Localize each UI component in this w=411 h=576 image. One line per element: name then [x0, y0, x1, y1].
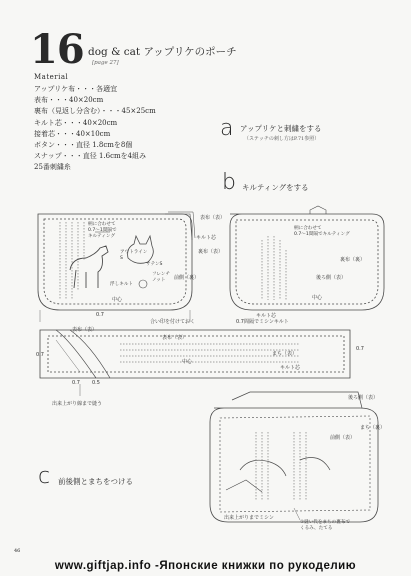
diagram-c-front: 前側（表）: [330, 435, 356, 441]
materials-heading: Material: [34, 73, 69, 81]
diagram-b-center: 中心: [312, 295, 323, 301]
step-c-text: 前後側とまちをつける: [58, 477, 133, 486]
strip-margin-left: 0.7: [36, 352, 44, 358]
strip-margin-right: 0.7: [356, 346, 364, 352]
material-item: ボタン・・・直径 1.8cmを8個: [34, 141, 133, 150]
diagram-c-stitch: 出来上がりまでミシン: [224, 515, 274, 521]
diagram-a-quilt: キルト芯: [196, 235, 216, 241]
strip-note-quilting: 0.7間隔でミシンキルト: [236, 319, 289, 325]
diagram-a-wrong: 前側（裏）: [174, 275, 200, 281]
diagram-b-back-a: 裏布（裏）: [340, 257, 366, 263]
strip-note-align: 合い印を付けておく: [150, 319, 196, 325]
diagram-c-back: 後ろ側（表）: [348, 395, 379, 401]
step-a-text: アップリケと刺繍をする: [240, 124, 322, 133]
page-reference: [page 27]: [92, 60, 119, 66]
material-item: スナップ・・・直径 1.6cmを4組み: [34, 152, 147, 161]
assembled-pouch-drawing: [210, 392, 378, 522]
material-item: 表布・・・40×20cm: [34, 96, 104, 105]
material-item: キルト芯・・・40×20cm: [34, 118, 118, 127]
diagram-a-satin: サテンS: [146, 262, 163, 267]
step-b-text: キルティングをする: [242, 183, 309, 192]
strip-front: 表布（表）: [162, 335, 188, 341]
watermark-footer: www.giftjap.info -Японские книжки по рукоделию: [54, 560, 357, 572]
material-item: アップリケ布・・・各適宜: [34, 85, 118, 93]
diagram-a-margin: 0.7: [96, 312, 104, 318]
diagram-a-front: 表布（表）: [200, 215, 226, 221]
diagram-a-center: 中心: [112, 297, 123, 303]
strip-size: 0.5: [92, 380, 100, 386]
step-c-letter: c: [38, 464, 51, 489]
diagram-b-back-b: 後ろ側（表）: [316, 275, 347, 281]
material-item: 接着芯・・・40×10cm: [34, 129, 111, 138]
pattern-title: dog & cat アップリケのポーチ: [88, 46, 237, 58]
diagram-a-callout: 柄に合わせて 0.7〜1間隔で キルティング: [88, 222, 117, 239]
step-a-note: （ステッチの刺し方はP.71参照）: [244, 136, 320, 142]
diagram-c-mid: まち（裏）: [360, 425, 386, 431]
step-a-letter: a: [220, 116, 234, 141]
strip-quilt: キルト芯: [280, 365, 300, 371]
strip-left-front: 表布（表）: [72, 327, 98, 333]
pattern-number: 16: [30, 26, 84, 73]
diagram-c-fold: ①縫い代をまちの裏布で くるみ、たてる: [300, 520, 351, 531]
gusset-strip-drawing: [40, 330, 350, 396]
material-item: 25番刺繍糸: [34, 163, 71, 172]
strip-center: 中心: [182, 359, 193, 365]
diagram-a-hem: 浮しキルト: [110, 282, 133, 287]
material-item: 裏布（見返し分含む）・・・45×25cm: [34, 107, 156, 116]
diagram-a-outline-stitch: アウトライン S: [120, 250, 148, 261]
diagram-a-back: 裏布（表）: [198, 249, 224, 255]
strip-finished-line: 出来上がり線まで縫う: [52, 401, 103, 407]
strip-back: まち（表）: [272, 351, 298, 357]
step-b-letter: b: [222, 170, 236, 195]
diagram-b-quilt: キルト芯: [256, 313, 276, 319]
diagram-a-french-knot: フレンチ ノット: [152, 272, 171, 283]
strip-margin-bottom: 0.7: [72, 380, 80, 386]
page-number: 46: [14, 548, 21, 554]
diagram-b-callout: 柄に合わせて 0.7〜1間隔でキルティング: [294, 226, 350, 237]
